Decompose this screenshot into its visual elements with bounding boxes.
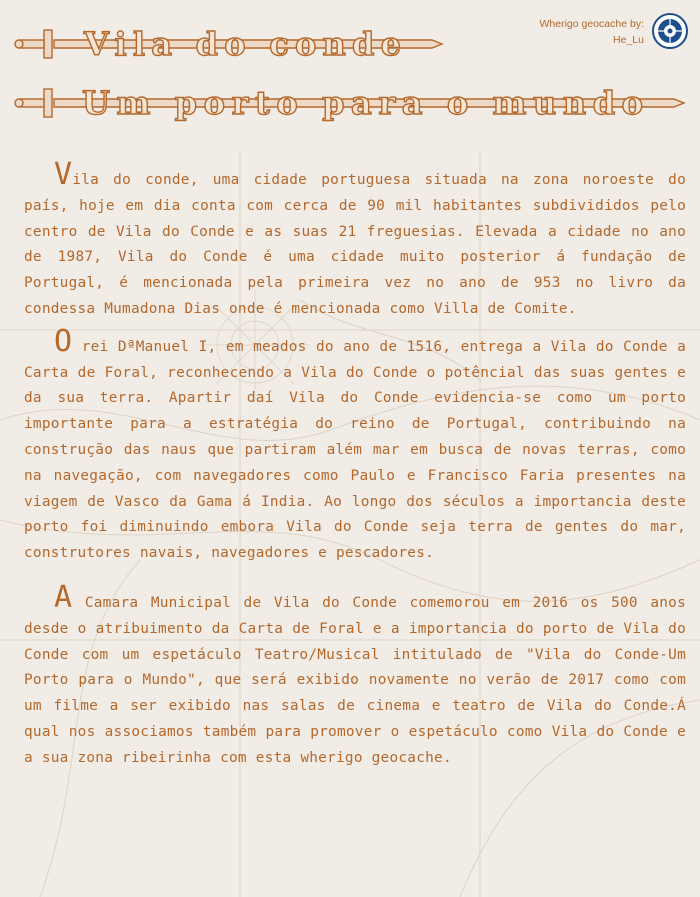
paragraph-2 [24,323,686,567]
geocache-badge-icon [652,13,688,49]
title-text-2: Um porto para o mundo [82,84,648,122]
credit-author: He_Lu [613,34,644,46]
title-line-1 [14,22,444,66]
paragraph-3 [24,579,686,772]
paragraph-1 [24,157,686,323]
author-credit [540,16,644,48]
drop-cap: V [54,157,73,192]
title-text-1: Vila do conde [84,25,406,63]
paragraph-text: rei DªManuel I, em meados do ano de 1516, entrega a Vila do Conde a Carta de Foral, reconhecendo a Vila do Conde o potêncial das suas gentes e da sua terra. Apartir daí Vila do Conde evidencia-se como um porto importante para a estratégia do reino de Portugal, contribuindo na construção das naus que partiram além mar em busca de novas terras, como na navegação, com navegadores como Paulo e Francisco Faria presentes na viagem de Vasco da Gama á India. Ao longo dos séculos a importancia deste porto foi diminuindo embora Vila do Conde seja terra de gentes do mar, construtores navais, navegadores e pescadores. [24,338,686,562]
drop-cap: A [54,579,73,615]
drop-cap: O [54,323,73,359]
article-body [24,157,686,784]
paragraph-text: Camara Municipal de Vila do Conde comemorou em 2016 os 500 anos desde o atribuimento da Carta de Foral e a importancia do porto de Vila do Conde com um espetáculo Teatro/Musical intitulado de "Vila do Conde-Um Porto para o Mundo", que será exibido novamente no verão de 2017 como com um filme a ser exibido nas salas de cinema e teatro de Vila do Conde.Á qual nos associamos também para promover o espetáculo como Vila do Conde e a sua zona ribeirinha com esta wherigo geocache. [24,594,686,766]
paragraph-text: ila do conde, uma cidade portuguesa situada na zona noroeste do país, hoje em dia conta com cerca de 90 mil habitantes subdivididos pelo centro de Vila do Conde e as suas 21 freguesias. Elevada a cidade no ano de 1987, Vila do Conde é uma cidade muito posterior á fundação de Portugal, é mencionada pela primeira vez no ano de 953 no livro da condessa Mumadona Dias onde é mencionada como Villa de Comite. [24,172,686,317]
title-line-2 [14,80,686,126]
credit-line-1: Wherigo geocache by: [539,18,644,30]
